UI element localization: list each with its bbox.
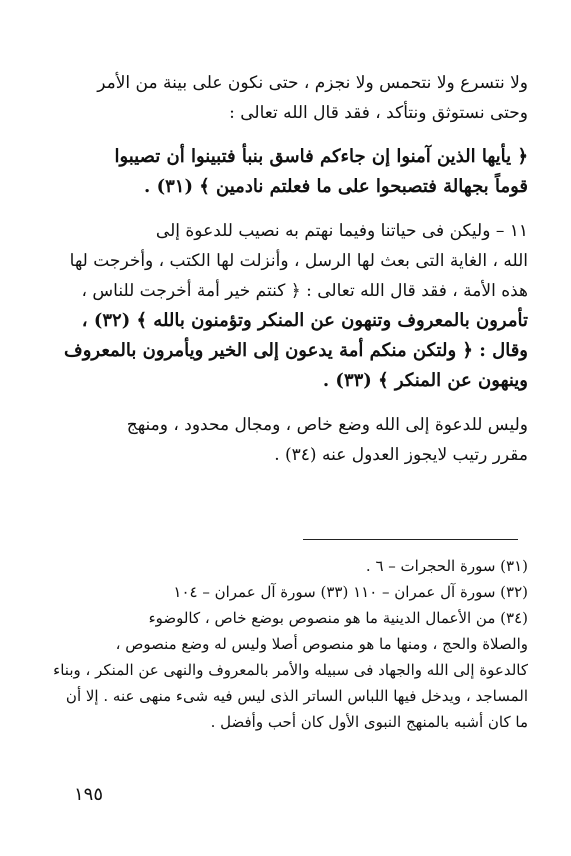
footnote-line: (٣١) سورة الحجرات – ٦ . (365, 557, 528, 575)
quran-quote-1 (46, 142, 528, 202)
main-text (46, 68, 528, 484)
paragraph-3 (46, 410, 528, 470)
footnote-line: المساجد ، ويدخل فيها اللباس الساتر الذى ليس فيه شىء منهى عنه . إلا أن (65, 687, 528, 705)
text-line: الله ، الغاية التى بعث لها الرسل ، وأنزلت لها الكتب ، وأخرجت لها (69, 251, 528, 271)
quote-line: ﴿ يأيها الذين آمنوا إن جاءكم فاسق بنبأ فتبينوا أن تصيبوا (114, 146, 528, 167)
quote-line: قوماً بجهالة فتصبحوا على ما فعلتم نادمين ﴾ (٣١) . (144, 176, 528, 197)
text-line: وليس للدعوة إلى الله وضع خاص ، ومجال محدود ، ومنهج (126, 415, 528, 435)
footnote-line: والصلاة والحج ، ومنها ما هو منصوص أصلا وليس له وضع منصوص ، (115, 635, 528, 653)
footnote-divider (303, 539, 518, 540)
text-line: هذه الأمة ، فقد قال الله تعالى : ﴿ كنتم خير أمة أخرجت للناس ، (81, 281, 528, 301)
footnote-line: (٣٤) من الأعمال الدينية ما هو منصوص بوضع خاص ، كالوضوء (148, 609, 528, 627)
footnotes (46, 553, 528, 735)
text-line: وحتى نستوثق ونتأكد ، فقد قال الله تعالى : (229, 103, 528, 123)
quote-line: وينهون عن المنكر ﴾ (٣٣) . (322, 370, 528, 391)
text-line: مقرر رتيب لايجوز العدول عنه (٣٤) . (274, 445, 528, 465)
text-line: ولا نتسرع ولا نتحمس ولا نجزم ، حتى نكون على بينة من الأمر (97, 73, 528, 93)
page-number: ١٩٥ (74, 784, 104, 805)
footnote-line: (٣٢) سورة آل عمران – ١١٠ (٣٣) سورة آل عمران – ١٠٤ (173, 583, 528, 601)
quote-line: تأمرون بالمعروف وتنهون عن المنكر وتؤمنون بالله ﴾ (٣٢) ، (81, 310, 528, 331)
paragraph-1 (46, 68, 528, 128)
paragraph-2 (46, 216, 528, 396)
quote-line: وقال : ﴿ ولتكن منكم أمة يدعون إلى الخير ويأمرون بالمعروف (64, 340, 528, 361)
text-line: ١١ – وليكن فى حياتنا وفيما نهتم به نصيب للدعوة إلى (155, 221, 528, 241)
footnote-line: كالدعوة إلى الله والجهاد فى سبيله والأمر بالمعروف والنهى عن المنكر ، وبناء (53, 661, 528, 679)
footnote-line: ما كان أشبه بالمنهج النبوى الأول كان أحب وأفضل . (210, 713, 528, 731)
